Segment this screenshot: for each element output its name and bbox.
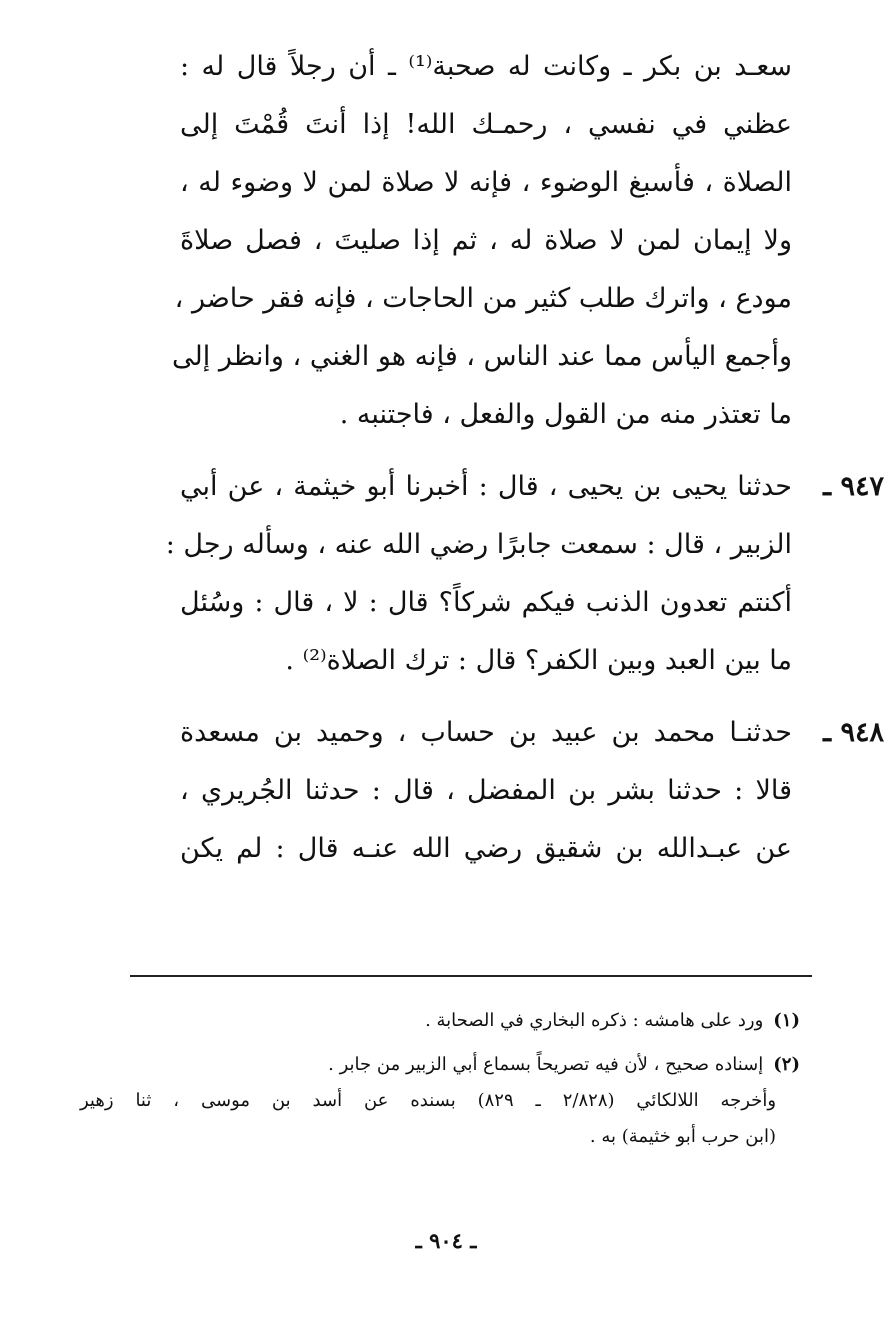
footnote-2	[80, 1047, 800, 1155]
main-text	[165, 38, 884, 878]
text-line: مودع ، واترك طلب كثير من الحاجات ، فإنه فقر حاضر ،	[174, 283, 792, 314]
text-line: الزبير ، قال : سمعت جابرًا رضي الله عنه ، وسأله رجل :	[165, 529, 792, 560]
footnote-text: إسناده صحيح ، لأن فيه تصريحاً بسماع أبي الزبير من جابر .	[328, 1054, 764, 1075]
text-line: ما تعتذر منه من القول والفعل ، فاجتنبه .	[339, 399, 792, 430]
text-line: الصلاة ، فأسبغ الوضوء ، فإنه لا صلاة لمن لا وضوء له ،	[180, 167, 792, 198]
text-line: حدثنا يحيى بن يحيى ، قال : أخبرنا أبو خيثمة ، عن أبي	[180, 471, 792, 502]
hadith-number: ٩٤٧ ـ	[823, 471, 884, 502]
paragraph-spacer	[180, 444, 792, 458]
hadith-947	[165, 458, 884, 690]
footnote-marker: (١)	[773, 1010, 800, 1031]
paragraph-spacer	[180, 690, 792, 704]
footnote-line: (ابن حرب أبو خثيمة) به .	[589, 1126, 776, 1147]
footnote-line: وأخرجه اللالكائي (٢/٨٢٨ ـ ٨٢٩) بسنده عن أسد بن موسى ، ثنا زهير	[80, 1090, 777, 1111]
text-line: ما بين العبد وبين الكفر؟ قال : ترك الصلاة⁽²⁾ .	[285, 645, 792, 676]
text-line: حدثنـا محمد بن عبيد بن حساب ، وحميد بن مسعدة	[180, 717, 792, 748]
footnotes	[80, 1003, 800, 1155]
paragraph-continuation	[172, 38, 792, 444]
page-number: ـ ٩٠٤ ـ	[415, 1228, 477, 1253]
text-line: أكنتم تعدون الذنب فيكم شركاً؟ قال : لا ، قال : وسُئل	[180, 587, 792, 618]
text-line: عظني في نفسي ، رحمـك الله! إذا أنتَ قُمْتَ إلى	[180, 109, 792, 140]
footnote-line	[80, 1047, 800, 1083]
footnote-text: ورد على هامشه : ذكره البخاري في الصحابة .	[425, 1010, 764, 1031]
text-line: قالا : حدثنا بشر بن المفضل ، قال : حدثنا الجُريري ،	[180, 775, 792, 806]
text-line: وأجمع اليأس مما عند الناس ، فإنه هو الغني ، وانظر إلى	[172, 341, 792, 372]
text-line: عن عبـدالله بن شقيق رضي الله عنـه قال : لم يكن	[180, 833, 792, 864]
footnote-separator	[130, 975, 812, 977]
text-line: سعـد بن بكر ـ وكانت له صحبة⁽¹⁾ ـ أن رجلاً قال له :	[180, 51, 792, 82]
text-line: ولا إيمان لمن لا صلاة له ، ثم إذا صليتَ ، فصل صلاةَ	[180, 225, 792, 256]
hadith-948	[180, 704, 884, 878]
footnote-1	[80, 1003, 800, 1039]
hadith-number: ٩٤٨ ـ	[823, 717, 884, 748]
footnote-marker: (٢)	[773, 1054, 800, 1075]
